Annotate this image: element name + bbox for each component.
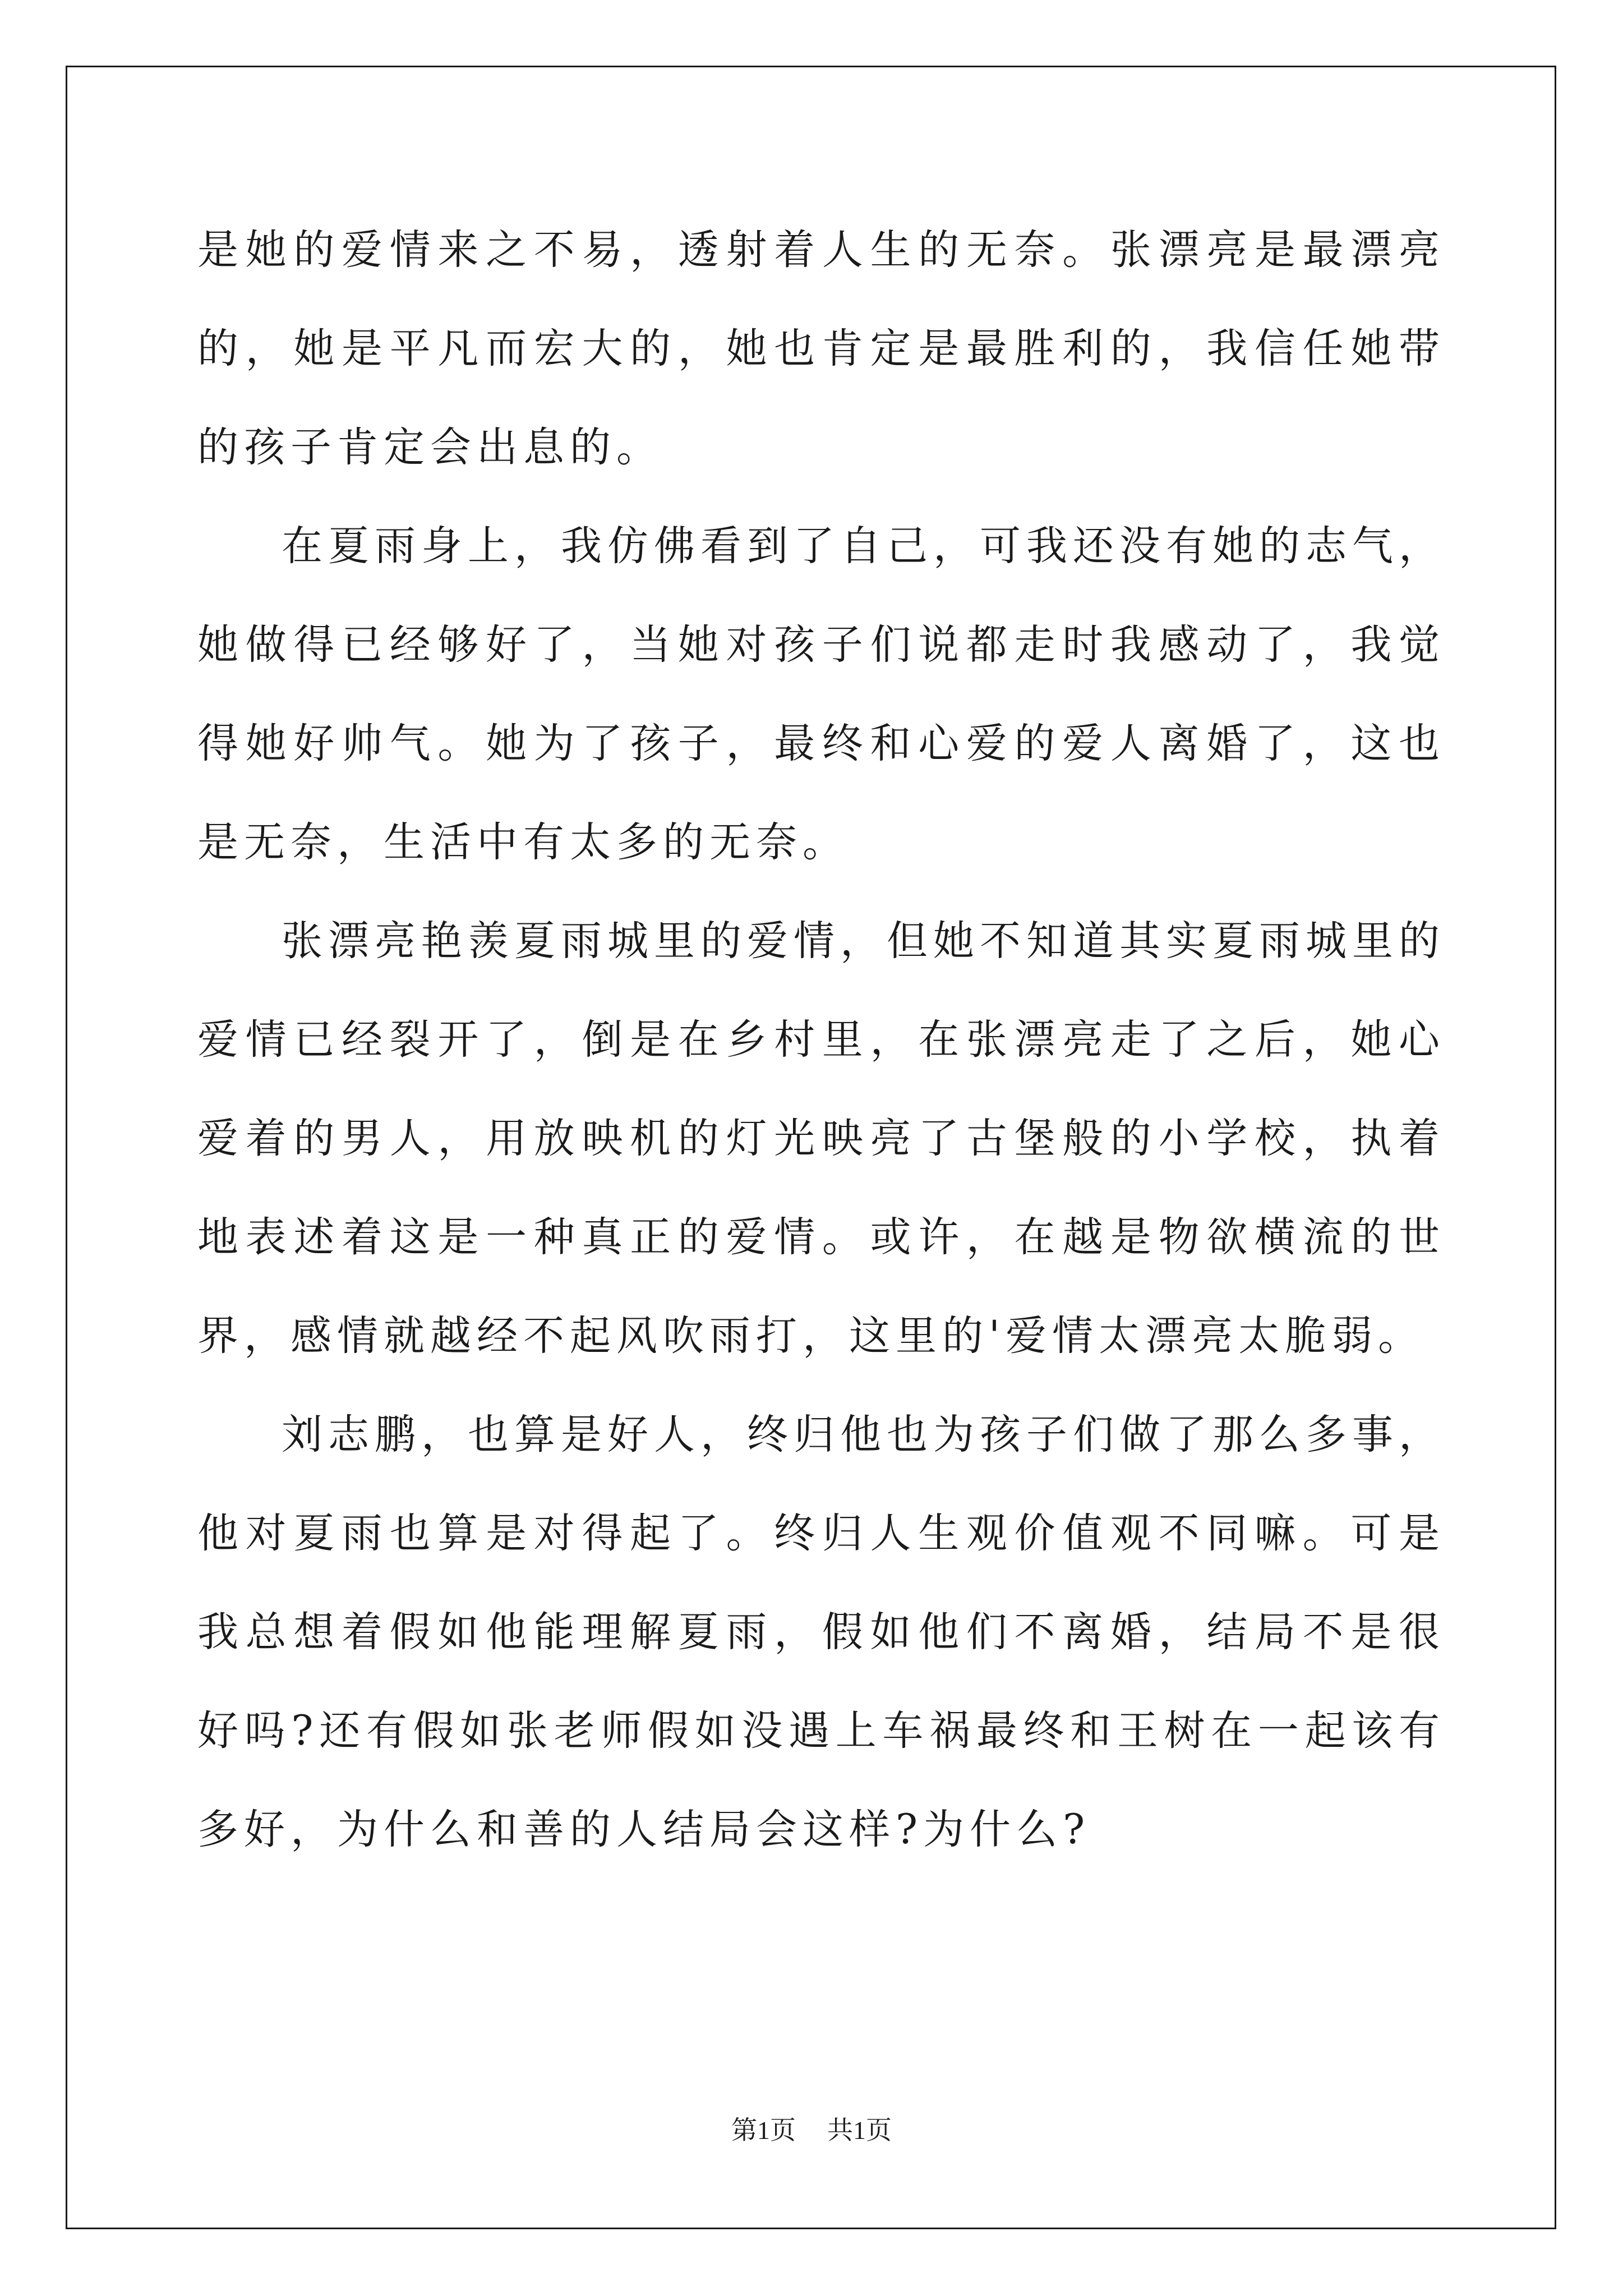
document-body: [197, 201, 1445, 1879]
paragraph-2: 在夏雨身上，我仿佛看到了自己，可我还没有她的志气，她做得已经够好了，当她对孩子们说都走时我感动了，我觉得她好帅气。她为了孩子，最终和心爱的爱人离婚了，这也是无奈，生活中有太多的无奈。: [197, 522, 1445, 866]
page-footer: [0, 2114, 1623, 2147]
paragraph-1: 是她的爱情来之不易，透射着人生的无奈。张漂亮是最漂亮的，她是平凡而宏大的，她也肯定是最胜利的，我信任她带的孩子肯定会出息的。: [197, 226, 1445, 471]
page-total: 共1页: [827, 2116, 892, 2145]
paragraph-4: 刘志鹏，也算是好人，终归他也为孩子们做了那么多事，他对夏雨也算是对得起了。终归人生观价值观不同嘛。可是我总想着假如他能理解夏雨，假如他们不离婚，结局不是很好吗?还有假如张老师假如没遇上车祸最终和王树在一起该有多好，为什么和善的人结局会这样?为什么?: [197, 1411, 1445, 1853]
paragraph-3: 张漂亮艳羡夏雨城里的爱情，但她不知道其实夏雨城里的爱情已经裂开了，倒是在乡村里，在张漂亮走了之后，她心爱着的男人，用放映机的灯光映亮了古堡般的小学校，执着地表述着这是一种真正的爱情。或许，在越是物欲横流的世界，感情就越经不起风吹雨打，这里的'爱情太漂亮太脆弱。: [197, 917, 1445, 1360]
page-number: 第1页: [731, 2116, 796, 2145]
